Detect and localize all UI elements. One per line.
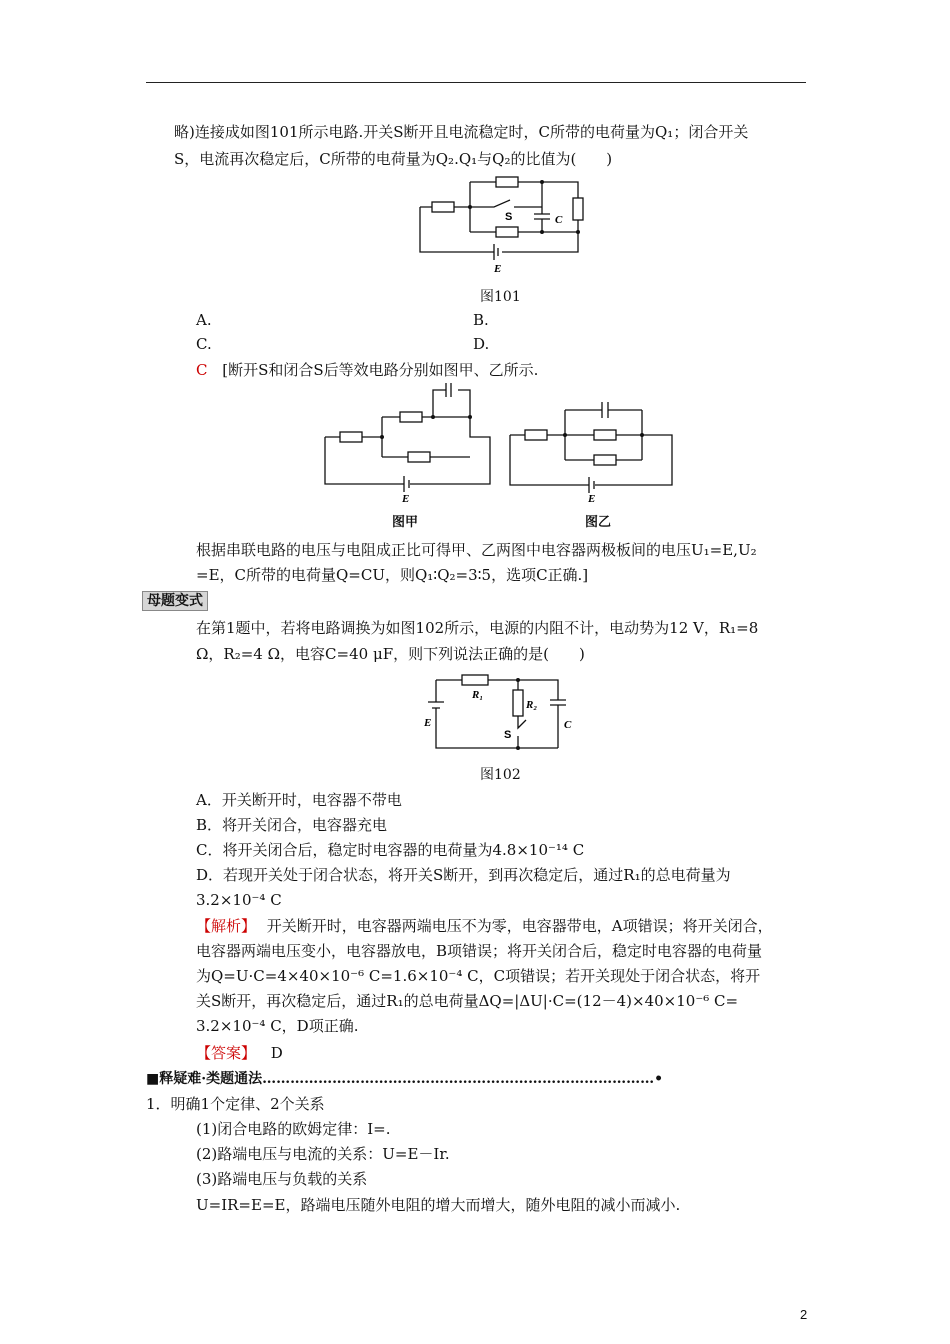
section-sub3: (3)路端电压与负载的关系 <box>196 1170 368 1188</box>
section-title: ■释疑难·类题通法…………………………………………………………………………• <box>146 1071 664 1087</box>
circuit-figure-yi <box>505 398 677 503</box>
section-item1: 1．明确1个定律、2个关系 <box>146 1095 325 1113</box>
circuit-figure-101 <box>410 172 590 277</box>
variant-analysis-line1 <box>196 916 773 936</box>
q1-answer-text: [断开S和闭合S后等效电路分别如图甲、乙所示. <box>222 361 539 379</box>
q1-option-d: D. <box>473 335 490 353</box>
variant-answer-line <box>196 1043 283 1063</box>
q1-answer-letter: C <box>196 361 208 379</box>
variant-line2: Ω，R₂=4 Ω，电容C=40 μF，则下列说法正确的是( ) <box>196 645 585 663</box>
variant-analysis-line3: 为Q=U·C=4×40×10⁻⁶ C=1.6×10⁻⁴ C，C项错误；若开关现处于闭合状态，将开 <box>196 967 761 985</box>
fig101-label-e: E <box>494 263 502 275</box>
fig-yi-caption: 图乙 <box>585 515 612 530</box>
section-sub2: (2)路端电压与电流的关系：U=E－Ir. <box>196 1145 450 1163</box>
fig101-caption: 图101 <box>480 289 521 305</box>
variant-tag: 母题变式 <box>142 591 208 611</box>
fig102-label-e: E <box>424 717 432 729</box>
variant-option-b: B．将开关闭合，电容器充电 <box>196 816 388 834</box>
fig-jia-label-e: E <box>402 493 410 502</box>
variant-option-d-line2: 3.2×10⁻⁴ C <box>196 891 282 909</box>
answer-tag: 【答案】 <box>196 1044 257 1062</box>
fig-yi-label-e: E <box>588 493 596 503</box>
fig102-label-c: C <box>564 719 572 731</box>
section-sub4: U=IR=E=E，路端电压随外电阻的增大而增大，随外电阻的减小而减小. <box>196 1196 681 1214</box>
circuit-figure-jia <box>320 382 495 502</box>
answer-value: D <box>270 1044 283 1062</box>
q1-answer <box>196 360 538 380</box>
q1-option-a: A. <box>196 311 212 329</box>
q1-option-b: B. <box>473 311 489 329</box>
fig-jia-caption: 图甲 <box>392 515 419 530</box>
variant-analysis-line5: 3.2×10⁻⁴ C，D项正确. <box>196 1017 359 1035</box>
variant-line1: 在第1题中，若将电路调换为如图102所示，电源的内阻不计，电动势为12 V，R₁=8 <box>196 619 759 637</box>
q1-line1: 略)连接成如图101所示电路.开关S断开且电流稳定时，C所带的电荷量为Q₁；闭合开关 <box>174 123 749 141</box>
variant-analysis-line4: 关S断开，再次稳定后，通过R₁的总电荷量ΔQ=|ΔU|·C=(12－4)×40×10⁻⁶ C= <box>196 992 739 1010</box>
fig101-label-c: C <box>555 214 563 226</box>
q1-option-c: C. <box>196 335 212 353</box>
q1-explanation-line1: 根据串联电路的电压与电阻成正比可得甲、乙两图中电容器两极板间的电压U₁=E,U₂ <box>196 541 757 559</box>
fig101-label-s: S <box>505 211 513 223</box>
q1-line2: S，电流再次稳定后，C所带的电荷量为Q₂.Q₁与Q₂的比值为( ) <box>174 150 613 168</box>
header-rule <box>146 82 806 83</box>
page-number: 2 <box>800 1307 808 1322</box>
circuit-figure-102 <box>418 670 578 755</box>
variant-option-c: C．将开关闭合后，稳定时电容器的电荷量为4.8×10⁻¹⁴ C <box>196 841 585 859</box>
fig102-label-s: S <box>504 729 512 741</box>
variant-analysis-line2: 电容器两端电压变小，电容器放电，B项错误；将开关闭合后，稳定时电容器的电荷量 <box>196 942 763 960</box>
analysis-tag: 【解析】 <box>196 917 257 935</box>
fig102-caption: 图102 <box>480 767 521 783</box>
analysis-text-1: 开关断开时，电容器两端电压不为零，电容器带电，A项错误；将开关闭合， <box>266 917 773 935</box>
section-sub1: (1)闭合电路的欧姆定律：I=. <box>196 1120 391 1138</box>
variant-option-d-line1: D．若现开关处于闭合状态，将开关S断开，到再次稳定后，通过R₁的总电荷量为 <box>196 866 731 884</box>
fig102-label-r1: R₁ <box>472 689 484 701</box>
q1-explanation-line2: =E，C所带的电荷量Q=CU，则Q₁∶Q₂=3∶5，选项C正确.] <box>196 566 589 584</box>
fig102-label-r2: R₂ <box>526 699 538 711</box>
variant-option-a: A．开关断开时，电容器不带电 <box>196 791 402 809</box>
